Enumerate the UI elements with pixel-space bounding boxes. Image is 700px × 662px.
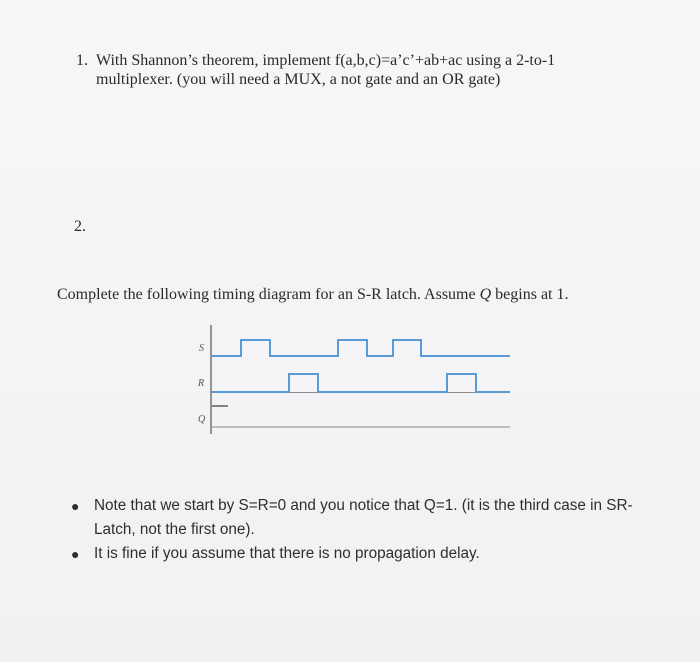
r-waveform xyxy=(211,374,510,392)
instruction-q-symbol: Q xyxy=(479,286,492,303)
question-1-line-1: With Shannon’s theorem, implement f(a,b,c)=a’c’+ab+ac using a 2-to-1 xyxy=(96,52,556,69)
signal-label-s: S xyxy=(199,343,204,354)
signal-label-q: Q xyxy=(198,414,206,425)
instruction-text-start: Complete the following timing diagram for an S-R latch. Assume xyxy=(57,286,480,303)
s-waveform xyxy=(211,340,510,356)
notes-list xyxy=(70,494,670,566)
bullet-icon: ● xyxy=(71,498,80,514)
question-2-number: 2. xyxy=(74,218,86,235)
note-text: It is fine if you assume that there is no propagation delay. xyxy=(94,545,480,562)
signal-label-r: R xyxy=(198,378,205,389)
bullet-icon: ● xyxy=(71,546,80,562)
note-item xyxy=(70,542,670,566)
question-1-number: 1. xyxy=(76,52,88,69)
note-item xyxy=(70,494,670,542)
note-text: Note that we start by S=R=0 and you notice that Q=1. (it is the third case in SR-Latch, not the first one). xyxy=(94,497,633,538)
question-1-line-2: multiplexer. (you will need a MUX, a not gate and an OR gate) xyxy=(96,71,501,88)
instruction-text-end: begins at 1. xyxy=(491,286,569,303)
